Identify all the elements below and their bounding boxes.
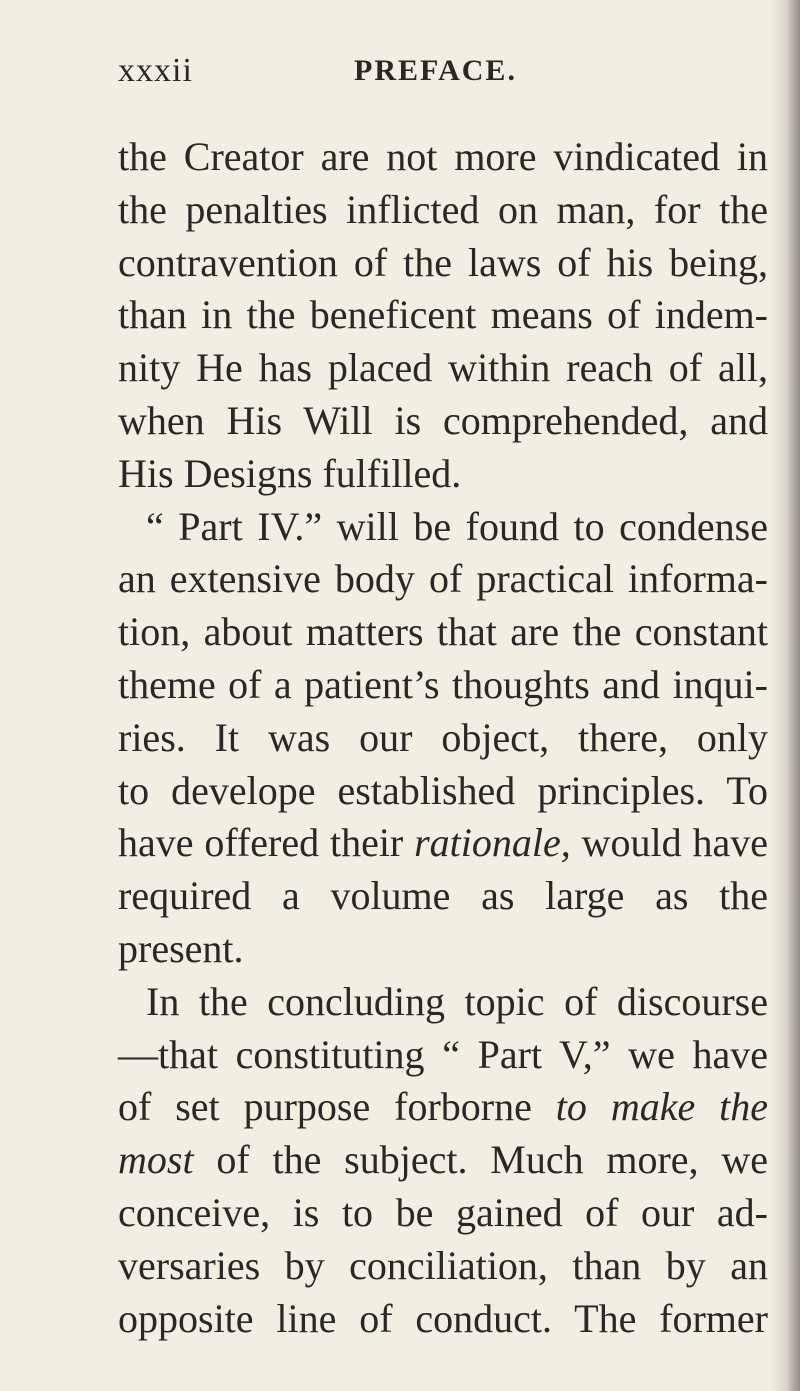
text-line: ries. It was our object, there, only xyxy=(118,714,768,760)
text-line: required a volume as large as the xyxy=(118,873,768,919)
text-line: conceive, is to be gained of our ad- xyxy=(118,1189,768,1235)
text-line: versaries by conciliation, than by an xyxy=(118,1242,768,1288)
text-line: an extensive body of practical informa- xyxy=(118,556,768,602)
page-number: xxxii xyxy=(118,52,193,89)
text-line: In the concluding topic of discourse xyxy=(146,978,768,1024)
italic-segment: most xyxy=(118,1137,194,1183)
text-line: the Creator are not more vindicated in xyxy=(118,134,768,179)
text-line: to develope established principles. To xyxy=(118,767,768,813)
italic-segment: rationale, xyxy=(414,820,571,866)
text-line: tion, about matters that are the constant xyxy=(118,609,768,655)
running-title: PREFACE. xyxy=(354,54,517,87)
text-line: theme of a patient’s thoughts and inqui- xyxy=(118,661,768,707)
page-edge-shadow xyxy=(786,0,800,1391)
text-line: present. xyxy=(118,925,244,971)
text-line: nity He has placed within reach of all, xyxy=(118,345,768,391)
text-line xyxy=(118,1081,768,1134)
text-line: —that constituting “ Part V,” we have xyxy=(118,1031,768,1077)
page-header xyxy=(118,52,678,102)
text-line: than in the beneficent means of indem- xyxy=(118,292,768,338)
body-text xyxy=(118,131,768,1345)
text-line: the penalties inflicted on man, for the xyxy=(118,186,768,232)
italic-segment: to make the xyxy=(555,1084,769,1130)
text-line: “ Part IV.” will be found to condense xyxy=(146,503,768,549)
text-line xyxy=(118,817,768,870)
text-line xyxy=(118,1134,768,1187)
text-segment: of the subject. Much more, we xyxy=(193,1137,768,1183)
text-segment: of set purpose forborne xyxy=(118,1084,556,1130)
text-segment: would have xyxy=(570,820,768,866)
text-segment: have offered their xyxy=(118,820,415,866)
text-line: when His Will is comprehended, and xyxy=(118,397,768,443)
text-line: His Designs fulfilled. xyxy=(118,450,462,496)
text-line: opposite line of conduct. The former xyxy=(118,1295,768,1341)
text-line: contravention of the laws of his being, xyxy=(118,239,768,285)
